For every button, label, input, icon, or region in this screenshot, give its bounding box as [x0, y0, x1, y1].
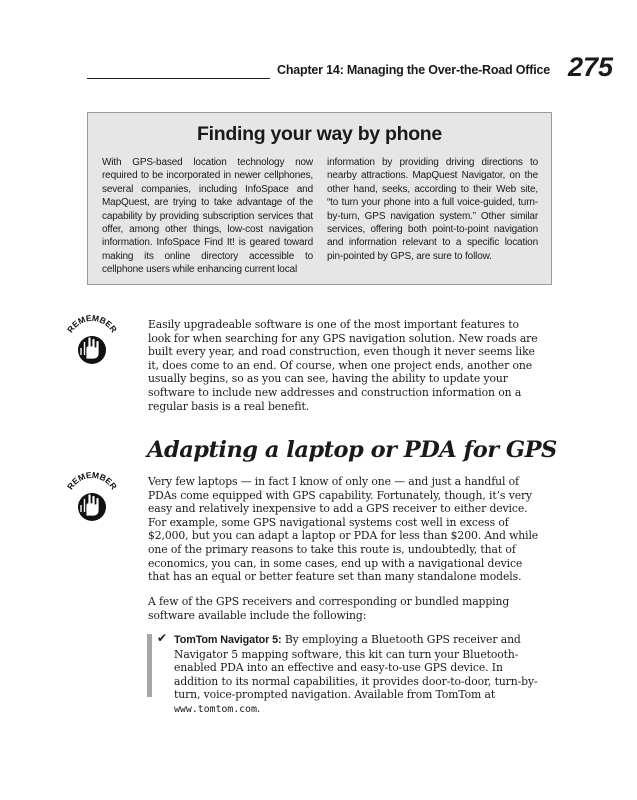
- header-rule: [87, 78, 270, 79]
- hand-shape: [86, 494, 99, 516]
- list-item-text: By employing a Bluetooth GPS receiver and Navigator 5 mapping software, this kit can turn your Bluetooth-enabled PDA into an effective and easy-to-use GPS device. In addition to its normal capabilities, it provides door-to-door, turn-by-turn, voice-prompted navigation. Available from TomTom at: [174, 633, 538, 702]
- check-bullet-icon: ✔: [157, 631, 168, 645]
- list-item-url: www.tomtom.com: [174, 703, 257, 715]
- list-item-end: .: [256, 701, 261, 715]
- remember-paragraph-2: Very few laptops — in fact I know of only one — and just a handful of PDAs come equipped with GPS capability. Fortunately, though, it’s very easy and relatively inexpensive to add a GPS receiver to either device. For example, some GPS navigational systems cost well in excess of $2,000, but you can adapt a laptop or PDA for less than $200. And while one of the primary reasons to take this route is, undoubtedly, that of economics, you can, in some cases, end up with a navigational device that has an equal or better feature set than many standalone models.: [148, 475, 539, 584]
- intro-paragraph: A few of the GPS receivers and corresponding or bundled mapping software available include the following:: [148, 595, 510, 622]
- list-margin-bar: [147, 634, 152, 697]
- sidebar-title: Finding your way by phone: [197, 123, 442, 145]
- remember-hand-icon: [60, 467, 124, 531]
- page-number: 275: [568, 52, 614, 82]
- remember-hand-icon: [60, 310, 124, 374]
- remember-label: REMEMBER: [64, 312, 120, 335]
- section-heading: Adapting a laptop or PDA for GPS: [147, 437, 557, 463]
- list-item: [174, 633, 544, 717]
- hand-shape: [86, 337, 99, 359]
- sidebar-column-right: information by providing driving directions to nearby attractions. MapQuest Navigator, on the other hand, seeks, according to their Web site, “to turn your phone into a full voice-guided, turn-by-turn, GPS navigation system.” Other similar services, offering both point-to-point navigation and information relevant to a specific location pin-pointed by GPS, are sure to follow.: [327, 157, 538, 262]
- remember-paragraph-1: Easily upgradeable software is one of the most important features to look for when searching for any GPS navigation solution. New roads are built every year, and road construction, even though it never seems like it, does come to an end. Of course, when one project ends, another one usually begins, so as you can see, having the ability to update your software to include new addresses and construction information on a regular basis is a real benefit.: [148, 318, 538, 413]
- remember-label: REMEMBER: [64, 469, 120, 492]
- sidebar-column-left: With GPS-based location technology now required to be incorporated in newer cellphones, several companies, including InfoSpace and MapQuest, are trying to take advantage of the capability by providing subscription services that offer, among other things, low-cost navigation information. InfoSpace Find It! is geared toward making its online directory accessible to cellphone users while enhancing current local: [102, 157, 313, 276]
- chapter-title: Chapter 14: Managing the Over-the-Road Office: [277, 63, 550, 77]
- sidebar-box: [87, 112, 552, 285]
- list-item-term: TomTom Navigator 5:: [174, 634, 282, 646]
